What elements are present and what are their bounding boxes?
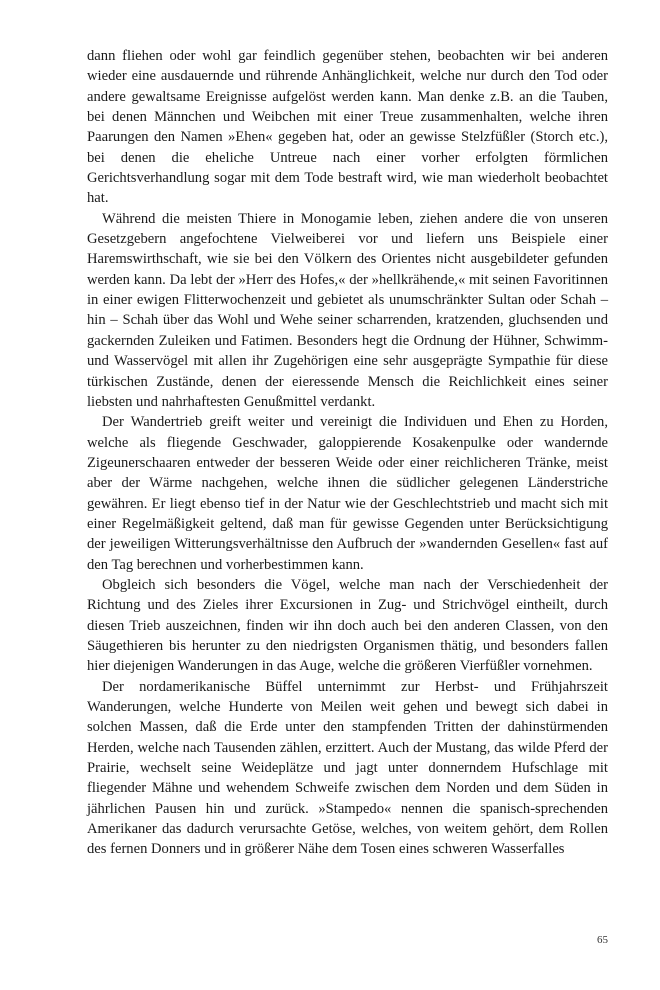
page-body bbox=[87, 46, 608, 860]
paragraph-2: Während die meisten Thiere in Monogamie leben, ziehen andere die von unseren Gesetzgebern angefochtene Vielweiberei vor und liefern uns Beispiele einer Haremswirthschaft, wie sie bei den Völkern des Orientes nicht ausgebildeter gefunden werden kann. Da lebt der »Herr des Hofes,« der »hellkrähende,« mit seinen Favoritinnen in einer ewigen Flitterwochenzeit und gebietet als unumschränkter Sultan oder Schah – hin – Schah über das Wohl und Wehe seiner scharrenden, kratzenden, gluchsenden und gackernden Zuleiken und Fatimen. Besonders hegt die Ordnung der Hühner, Schwimm- und Wasservögel mit allen ihr Zugehörigen eine sehr ausgeprägte Sympathie für diese türkischen Zustände, denen der eieressende Mensch die Reichlichkeit eines seiner liebsten und nahrhaftesten Genußmittel verdankt. bbox=[87, 210, 608, 410]
paragraph-5: Der nordamerikanische Büffel unternimmt zur Herbst- und Frühjahrszeit Wanderungen, welche Hunderte von Meilen weit gehen und bewegt sich dabei in solchen Massen, daß die Erde unter den stampfenden Tritten der dahinstürmenden Herden, welche nach Tausenden zählen, erzittert. Auch der Mustang, das wilde Pferd der Prairie, wechselt seine Weideplätze und jagt unter donnerndem Hufschlage mit fliegender Mähne und wehendem Schweife zwischen dem Norden und dem Süden in jährlichen Pausen hin und zurück. »Stampedo« nennen die spanisch-sprechenden Amerikaner das dadurch verursachte Getöse, welches, von weitem gehört, dem Rollen des fernen Donners und in größerer Nähe dem Tosen eines schweren Wasserfalles bbox=[87, 678, 608, 858]
paragraph-4: Obgleich sich besonders die Vögel, welche man nach der Verschiedenheit der Richtung und des Zieles ihrer Excursionen in Zug- und Strichvögel eintheilt, durch diesen Trieb auszeichnen, finden wir ihn doch auch bei den anderen Classen, von den Säugethieren bis herunter zu den niedrigsten Organismen thätig, und besonders fallen hier diejenigen Wanderungen in das Auge, welche die größeren Vierfüßler vornehmen. bbox=[87, 576, 608, 675]
paragraph-3: Der Wandertrieb greift weiter und vereinigt die Individuen und Ehen zu Horden, welche als fliegende Geschwader, galoppierende Kosakenpulke oder wandernde Zigeunerschaaren entweder der besseren Weide oder einer reichlicheren Tränke, meist aber der Wärme nachgehen, welche ihnen die südlicher gelegenen Länderstriche gewähren. Er liegt ebenso tief in der Natur wie der Geschlechtstrieb und macht sich mit einer Regelmäßigkeit geltend, daß man für gewisse Gegenden unter Berücksichtigung der jeweiligen Witterungsverhältnisse den Aufbruch der »wandernden Gesellen« fast auf den Tag berechnen und vorherbestimmen kann. bbox=[87, 414, 608, 573]
paragraph-1: dann fliehen oder wohl gar feindlich gegenüber stehen, beobachten wir bei anderen wieder eine ausdauernde und rührende Anhänglichkeit, welche nur durch den Tod oder andere gewaltsame Ereignisse aufgelöst werden kann. Man denke z.B. an die Tauben, bei denen Männchen und Weibchen mit einer Treue zusammenhalten, welche ihren Paarungen den Namen »Ehen« gegeben hat, oder an gewisse Stelzfüßler (Storch etc.), bei denen die eheliche Untreue nach einer vorher erfolgten förmlichen Gerichtsverhandlung sogar mit dem Tode bestraft wird, wie man wiederholt beobachtet hat. bbox=[87, 48, 608, 207]
page-number: 65 bbox=[597, 934, 608, 946]
